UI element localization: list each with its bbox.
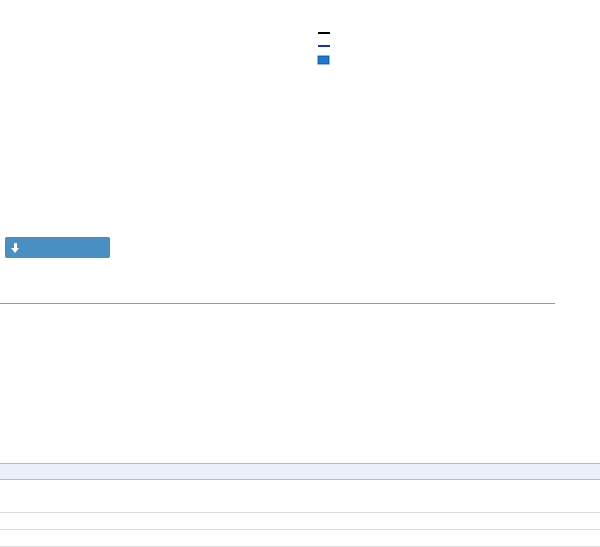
header-lambda (411, 287, 457, 303)
header-tmin (535, 287, 555, 303)
summary-sanitary (0, 496, 600, 513)
download-icon (11, 243, 20, 253)
summary-normative (0, 513, 600, 530)
summary-thermal (0, 448, 600, 464)
condensation-legend-swatch (318, 56, 329, 64)
header-thickness (66, 287, 116, 303)
layers-table (0, 287, 555, 304)
summary-base (0, 530, 600, 547)
table-header (0, 287, 555, 303)
header-r (457, 287, 497, 303)
header-no (0, 287, 32, 303)
chart-legend (318, 33, 330, 64)
temperature-chart (0, 0, 600, 232)
upload-chart-button[interactable] (5, 237, 110, 258)
header-tmax (497, 287, 535, 303)
header-type (32, 287, 66, 303)
header-material (116, 287, 411, 303)
summary-heat-transfer (0, 464, 600, 480)
